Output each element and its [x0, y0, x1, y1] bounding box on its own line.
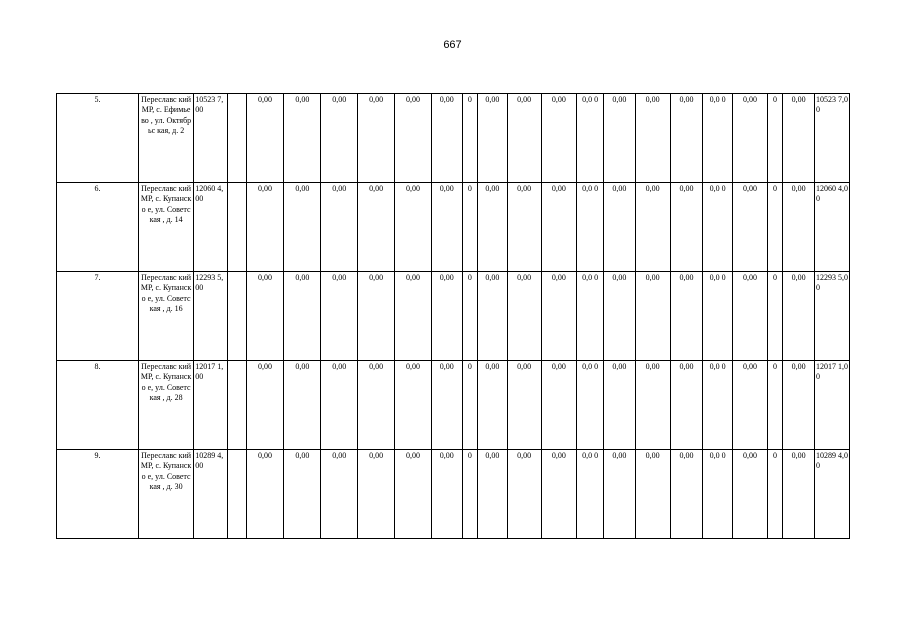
value-cell: 0,00 [431, 361, 462, 450]
value-cell: 0,00 [635, 183, 670, 272]
value-cell: 0 [767, 361, 782, 450]
value-cell: 0 [767, 272, 782, 361]
value-cell: 0,00 [321, 94, 358, 183]
address-cell: Переславс кий МР, с. Купанско е, ул. Советская , д. 16 [138, 272, 193, 361]
value-cell: 0,00 [358, 450, 395, 539]
value-cell [228, 450, 246, 539]
value-cell: 0,0 0 [577, 361, 604, 450]
address-cell: Переславс кий МР, с. Купанско е, ул. Советская , д. 30 [138, 450, 193, 539]
value-cell: 0,00 [603, 94, 635, 183]
value-cell: 0,00 [783, 94, 815, 183]
value-cell: 0,00 [395, 450, 432, 539]
value-cell: 0 [767, 183, 782, 272]
table-row [57, 94, 850, 183]
value-cell: 0,0 0 [577, 183, 604, 272]
value-cell [228, 361, 246, 450]
data-table [56, 93, 850, 539]
value-cell: 0,00 [541, 94, 577, 183]
value-cell: 0,00 [733, 94, 768, 183]
value-cell: 0,00 [783, 183, 815, 272]
row-number-cell: 9. [57, 450, 139, 539]
value-cell: 0,00 [246, 94, 284, 183]
value-cell: 0 [462, 183, 477, 272]
value-cell: 0,0 0 [577, 94, 604, 183]
value-cell: 0,00 [733, 361, 768, 450]
end-total-cell: 12060 4,00 [814, 183, 849, 272]
value-cell: 0,00 [284, 450, 321, 539]
address-cell: Переславс кий МР, с. Купанско е, ул. Советская , д. 28 [138, 361, 193, 450]
value-cell: 0 [462, 272, 477, 361]
value-cell: 0,0 0 [703, 94, 733, 183]
table-row [57, 183, 850, 272]
total-cell: 12293 5,00 [194, 272, 228, 361]
value-cell: 0,00 [670, 450, 703, 539]
value-cell: 0,00 [321, 183, 358, 272]
value-cell: 0,00 [321, 450, 358, 539]
value-cell: 0,00 [507, 450, 541, 539]
value-cell: 0,00 [321, 272, 358, 361]
page-number: 667 [443, 39, 462, 51]
value-cell: 0,00 [284, 361, 321, 450]
end-total-cell: 12017 1,00 [814, 361, 849, 450]
value-cell: 0,00 [670, 272, 703, 361]
value-cell: 0,0 0 [703, 183, 733, 272]
value-cell: 0,00 [541, 272, 577, 361]
value-cell: 0,00 [783, 272, 815, 361]
value-cell: 0,00 [603, 361, 635, 450]
value-cell: 0,00 [478, 94, 508, 183]
value-cell: 0,00 [478, 450, 508, 539]
value-cell [228, 94, 246, 183]
value-cell: 0,00 [395, 94, 432, 183]
value-cell: 0,00 [246, 272, 284, 361]
end-total-cell: 10289 4,00 [814, 450, 849, 539]
value-cell: 0,0 0 [703, 272, 733, 361]
value-cell: 0,00 [395, 361, 432, 450]
value-cell: 0,00 [358, 183, 395, 272]
value-cell: 0,00 [358, 272, 395, 361]
value-cell [228, 272, 246, 361]
value-cell: 0,00 [507, 94, 541, 183]
value-cell: 0,00 [635, 450, 670, 539]
address-cell: Переславс кий МР, с. Ефимьево , ул. Октябрьс кая, д. 2 [138, 94, 193, 183]
value-cell: 0,00 [284, 94, 321, 183]
value-cell: 0,00 [783, 361, 815, 450]
value-cell: 0,00 [321, 361, 358, 450]
value-cell: 0,00 [733, 272, 768, 361]
total-cell: 12060 4,00 [194, 183, 228, 272]
value-cell: 0,00 [358, 94, 395, 183]
value-cell: 0,00 [783, 450, 815, 539]
value-cell: 0,00 [431, 272, 462, 361]
value-cell: 0 [462, 361, 477, 450]
value-cell: 0 [767, 94, 782, 183]
end-total-cell: 12293 5,00 [814, 272, 849, 361]
value-cell: 0,00 [603, 272, 635, 361]
value-cell: 0,00 [635, 272, 670, 361]
value-cell: 0,00 [541, 361, 577, 450]
row-number-cell: 5. [57, 94, 139, 183]
value-cell: 0,00 [507, 272, 541, 361]
value-cell: 0,00 [284, 272, 321, 361]
value-cell: 0,00 [284, 183, 321, 272]
total-cell: 10289 4,00 [194, 450, 228, 539]
row-number-cell: 7. [57, 272, 139, 361]
value-cell: 0,00 [395, 183, 432, 272]
value-cell: 0,0 0 [703, 361, 733, 450]
value-cell: 0,00 [635, 361, 670, 450]
table-row [57, 272, 850, 361]
row-number-cell: 8. [57, 361, 139, 450]
value-cell: 0,00 [603, 183, 635, 272]
value-cell: 0,00 [246, 361, 284, 450]
value-cell: 0,00 [733, 183, 768, 272]
value-cell: 0,00 [246, 450, 284, 539]
value-cell: 0,00 [541, 183, 577, 272]
value-cell: 0,00 [358, 361, 395, 450]
value-cell: 0,0 0 [577, 272, 604, 361]
value-cell: 0,0 0 [577, 450, 604, 539]
value-cell: 0,00 [670, 361, 703, 450]
value-cell: 0,00 [431, 450, 462, 539]
value-cell: 0 [767, 450, 782, 539]
value-cell: 0,00 [478, 272, 508, 361]
row-number-cell: 6. [57, 183, 139, 272]
value-cell: 0,00 [670, 94, 703, 183]
value-cell: 0,00 [670, 183, 703, 272]
value-cell: 0,00 [478, 183, 508, 272]
value-cell: 0,00 [733, 450, 768, 539]
value-cell: 0,00 [395, 272, 432, 361]
table-row [57, 361, 850, 450]
value-cell: 0,00 [635, 94, 670, 183]
value-cell: 0 [462, 94, 477, 183]
value-cell: 0,00 [541, 450, 577, 539]
value-cell: 0,00 [507, 361, 541, 450]
end-total-cell: 10523 7,00 [814, 94, 849, 183]
table-row [57, 450, 850, 539]
total-cell: 10523 7,00 [194, 94, 228, 183]
value-cell: 0,00 [431, 183, 462, 272]
value-cell: 0,00 [507, 183, 541, 272]
value-cell: 0 [462, 450, 477, 539]
value-cell [228, 183, 246, 272]
value-cell: 0,00 [431, 94, 462, 183]
total-cell: 12017 1,00 [194, 361, 228, 450]
value-cell: 0,00 [478, 361, 508, 450]
address-cell: Переславс кий МР, с. Купанско е, ул. Советская , д. 14 [138, 183, 193, 272]
value-cell: 0,00 [603, 450, 635, 539]
value-cell: 0,00 [246, 183, 284, 272]
value-cell: 0,0 0 [703, 450, 733, 539]
